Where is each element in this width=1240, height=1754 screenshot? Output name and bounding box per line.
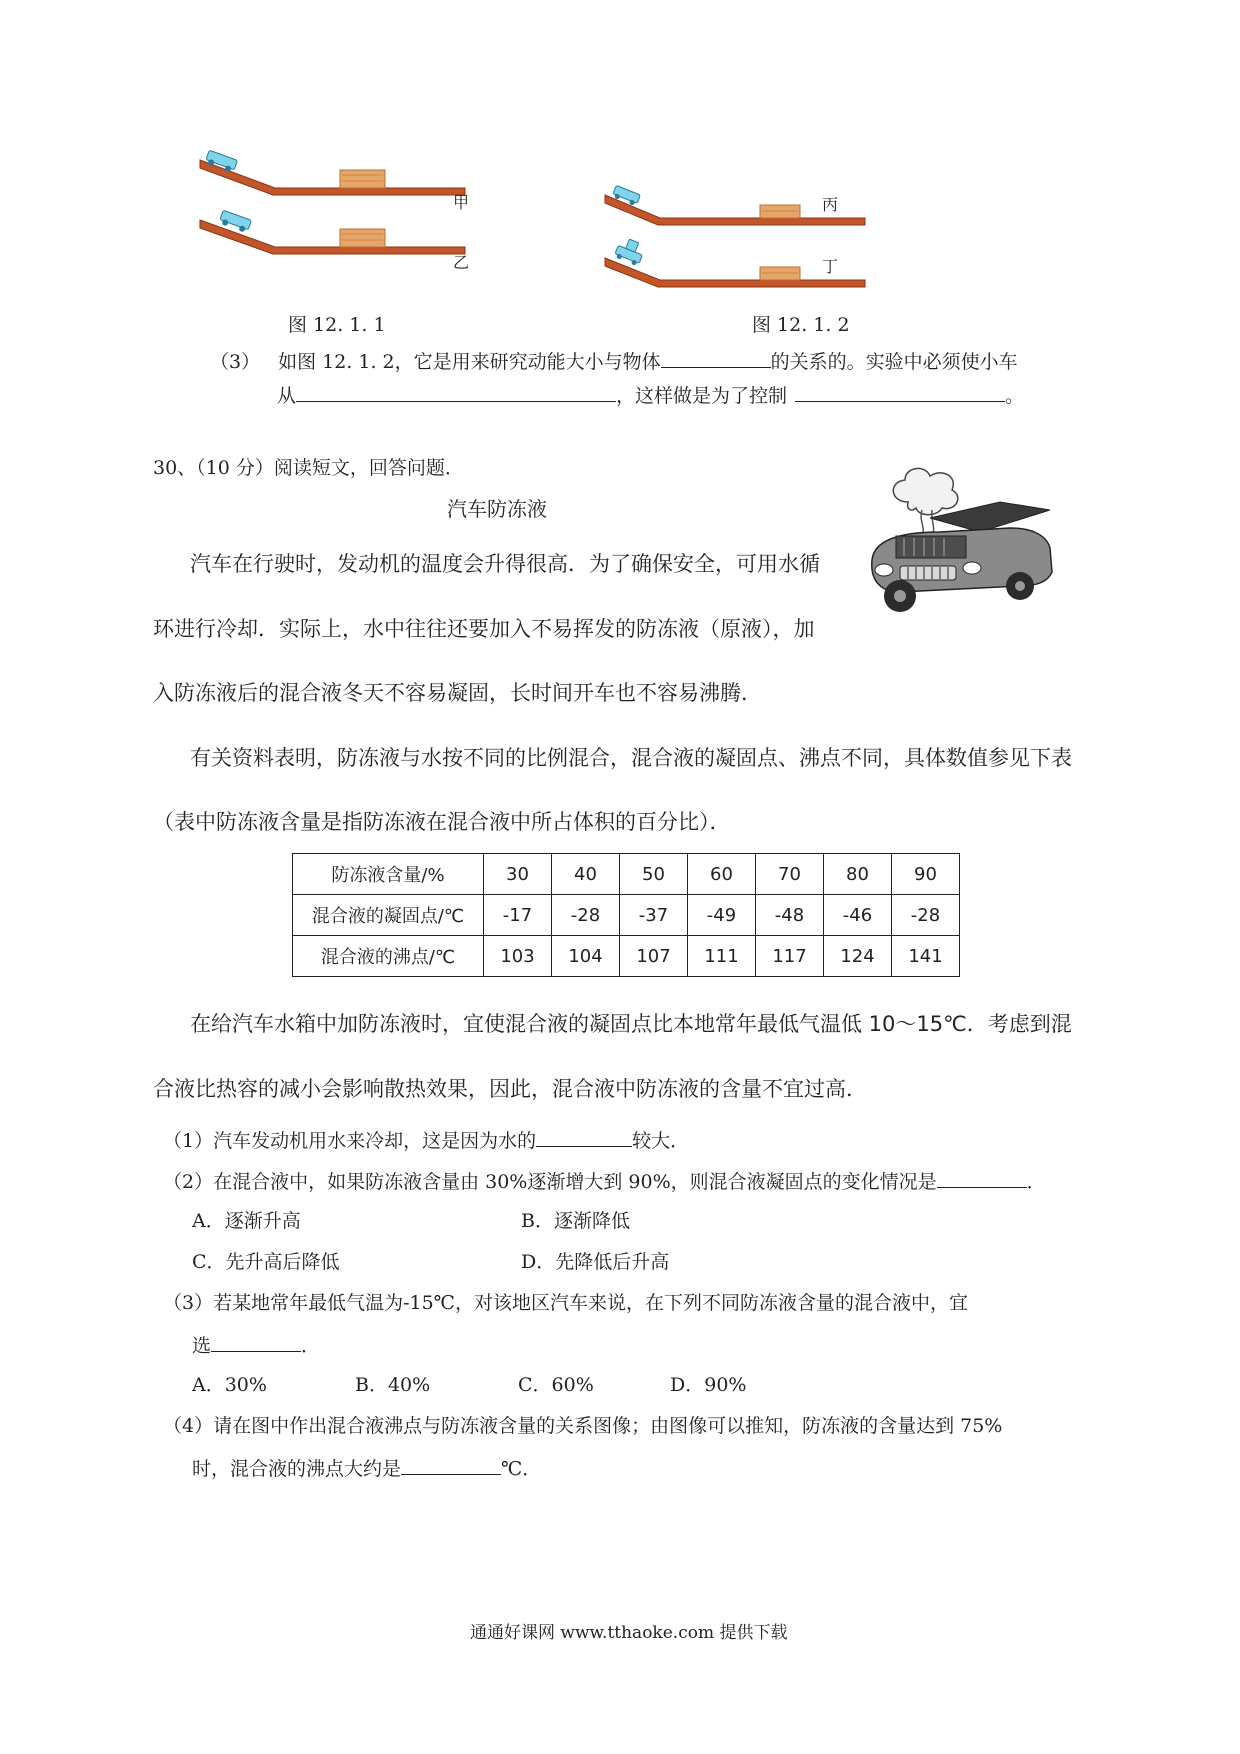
q29-3-line1 bbox=[210, 347, 1018, 375]
q29-3-number: （3） bbox=[210, 351, 261, 373]
q30-sub4-text2: 时，混合液的沸点大约是 bbox=[192, 1458, 402, 1480]
q30-sub3-blank[interactable] bbox=[211, 1331, 301, 1352]
article-title: 汽车防冻液 bbox=[447, 497, 547, 521]
q30-sub1 bbox=[163, 1126, 689, 1154]
q30-sub4-line1: （4）请在图中作出混合液沸点与防冻液含量的关系图像；由图像可以推知，防冻液的含量达到 75% bbox=[163, 1415, 1003, 1437]
ramp-diagram-jia-yi bbox=[195, 150, 475, 290]
para3-line2: 合液比热容的减小会影响散热效果，因此，混合液中防冻液的含量不宜过高． bbox=[153, 1077, 867, 1101]
q30-sub2-text1: （2）在混合液中，如果防冻液含量由 30%逐渐增大到 90%，则混合液凝固点的变化情况是 bbox=[163, 1171, 937, 1193]
q29-3-text1: 如图 12. 1. 2，它是用来研究动能大小与物体 bbox=[278, 351, 661, 373]
q30-sub4-blank[interactable] bbox=[401, 1454, 501, 1475]
figure-caption-12-1-1: 图 12. 1. 1 bbox=[288, 314, 386, 336]
table-cell: 80 bbox=[824, 854, 892, 895]
table-cell: -28 bbox=[552, 895, 620, 936]
table-cell: 70 bbox=[756, 854, 824, 895]
table-cell: 104 bbox=[552, 936, 620, 977]
page-footer: 通通好课网 www.tthaoke.com 提供下载 bbox=[470, 1623, 788, 1643]
figure-label-jia: 甲 bbox=[453, 193, 470, 212]
figure-caption-12-1-2: 图 12. 1. 2 bbox=[752, 314, 850, 336]
figure-12-1-2 bbox=[600, 150, 880, 290]
q29-3-text2: 的关系的。实验中必须使小车 bbox=[770, 351, 1018, 373]
q30-sub3-option-d[interactable]: D．90% bbox=[670, 1374, 747, 1396]
q30-sub1-text1: （1）汽车发动机用水来冷却，这是因为水的 bbox=[163, 1130, 537, 1152]
table-cell: 141 bbox=[892, 936, 960, 977]
q30-sub2-option-a[interactable]: A．逐渐升高 bbox=[192, 1210, 301, 1232]
para3-line1: 在给汽车水箱中加防冻液时，宜使混合液的凝固点比本地常年最低气温低 10～15℃．考虑到混 bbox=[190, 1012, 1072, 1036]
q30-sub3-option-b[interactable]: B．40% bbox=[355, 1374, 431, 1396]
table-cell: 50 bbox=[620, 854, 688, 895]
q30-sub2-blank[interactable] bbox=[937, 1167, 1027, 1188]
q29-3-blank2[interactable] bbox=[296, 381, 616, 402]
q29-3-line2 bbox=[277, 381, 1024, 409]
q30-sub3-line1: （3）若某地常年最低气温为-15℃，对该地区汽车来说，在下列不同防冻液含量的混合液中，宜 bbox=[163, 1292, 968, 1314]
para1-line3: 入防冻液后的混合液冬天不容易凝固，长时间开车也不容易沸腾． bbox=[153, 681, 762, 705]
table-cell: -49 bbox=[688, 895, 756, 936]
figure-label-ding: 丁 bbox=[822, 257, 839, 276]
row-header: 防冻液含量/% bbox=[293, 854, 484, 895]
q30-sub2-option-b[interactable]: B．逐渐降低 bbox=[521, 1210, 630, 1232]
q29-3-text3: 从 bbox=[277, 385, 297, 407]
table-cell: 60 bbox=[688, 854, 756, 895]
antifreeze-data-table bbox=[292, 853, 960, 977]
q29-3-blank1[interactable] bbox=[661, 347, 771, 368]
q30-sub3-option-c[interactable]: C．60% bbox=[518, 1374, 594, 1396]
q30-sub2-option-d[interactable]: D．先降低后升高 bbox=[521, 1251, 670, 1273]
table-row bbox=[293, 895, 960, 936]
table-cell: -46 bbox=[824, 895, 892, 936]
car-illustration bbox=[860, 462, 1060, 622]
table-cell: 124 bbox=[824, 936, 892, 977]
q30-sub2 bbox=[163, 1167, 1046, 1195]
q29-3-text5: 。 bbox=[1005, 385, 1025, 407]
q30-sub3-text2: 选 bbox=[192, 1335, 212, 1357]
q30-header: 30、（10 分）阅读短文，回答问题． bbox=[153, 457, 464, 479]
q30-sub4-line2 bbox=[192, 1454, 541, 1482]
row-header: 混合液的凝固点/℃ bbox=[293, 895, 484, 936]
para2-line1: 有关资料表明，防冻液与水按不同的比例混合，混合液的凝固点、沸点不同，具体数值参见下表 bbox=[190, 746, 1072, 770]
table-cell: 111 bbox=[688, 936, 756, 977]
table-cell: 117 bbox=[756, 936, 824, 977]
table-cell: -17 bbox=[484, 895, 552, 936]
table-cell: 107 bbox=[620, 936, 688, 977]
q30-sub1-text2: 较大． bbox=[632, 1130, 690, 1152]
para1-line1: 汽车在行驶时，发动机的温度会升得很高．为了确保安全，可用水循 bbox=[190, 552, 820, 576]
table-cell: -28 bbox=[892, 895, 960, 936]
table-row bbox=[293, 936, 960, 977]
q30-sub1-blank[interactable] bbox=[536, 1126, 632, 1147]
table-cell: 103 bbox=[484, 936, 552, 977]
q30-sub4-text3: ℃． bbox=[501, 1458, 542, 1480]
table-cell: 30 bbox=[484, 854, 552, 895]
q29-3-text4: ，这样做是为了控制 bbox=[616, 385, 788, 407]
table-cell: 40 bbox=[552, 854, 620, 895]
q29-3-blank3[interactable] bbox=[795, 381, 1005, 402]
figure-label-yi: 乙 bbox=[453, 253, 470, 272]
q30-sub2-option-c[interactable]: C．先升高后降低 bbox=[192, 1251, 340, 1273]
row-header: 混合液的沸点/℃ bbox=[293, 936, 484, 977]
q30-sub3-text3: ． bbox=[301, 1335, 321, 1357]
table-cell: 90 bbox=[892, 854, 960, 895]
q30-sub3-line2 bbox=[192, 1331, 320, 1359]
table-row bbox=[293, 854, 960, 895]
figure-12-1-1 bbox=[195, 150, 475, 290]
table-cell: -48 bbox=[756, 895, 824, 936]
car-with-open-hood-image bbox=[860, 462, 1060, 622]
para2-line2: （表中防冻液含量是指防冻液在混合液中所占体积的百分比）． bbox=[153, 810, 731, 834]
figure-label-bing: 丙 bbox=[822, 195, 839, 214]
para1-line2: 环进行冷却．实际上，水中往往还要加入不易挥发的防冻液（原液），加 bbox=[153, 617, 815, 641]
table-cell: -37 bbox=[620, 895, 688, 936]
q30-sub3-option-a[interactable]: A．30% bbox=[192, 1374, 267, 1396]
q30-sub2-text2: ． bbox=[1026, 1171, 1046, 1193]
